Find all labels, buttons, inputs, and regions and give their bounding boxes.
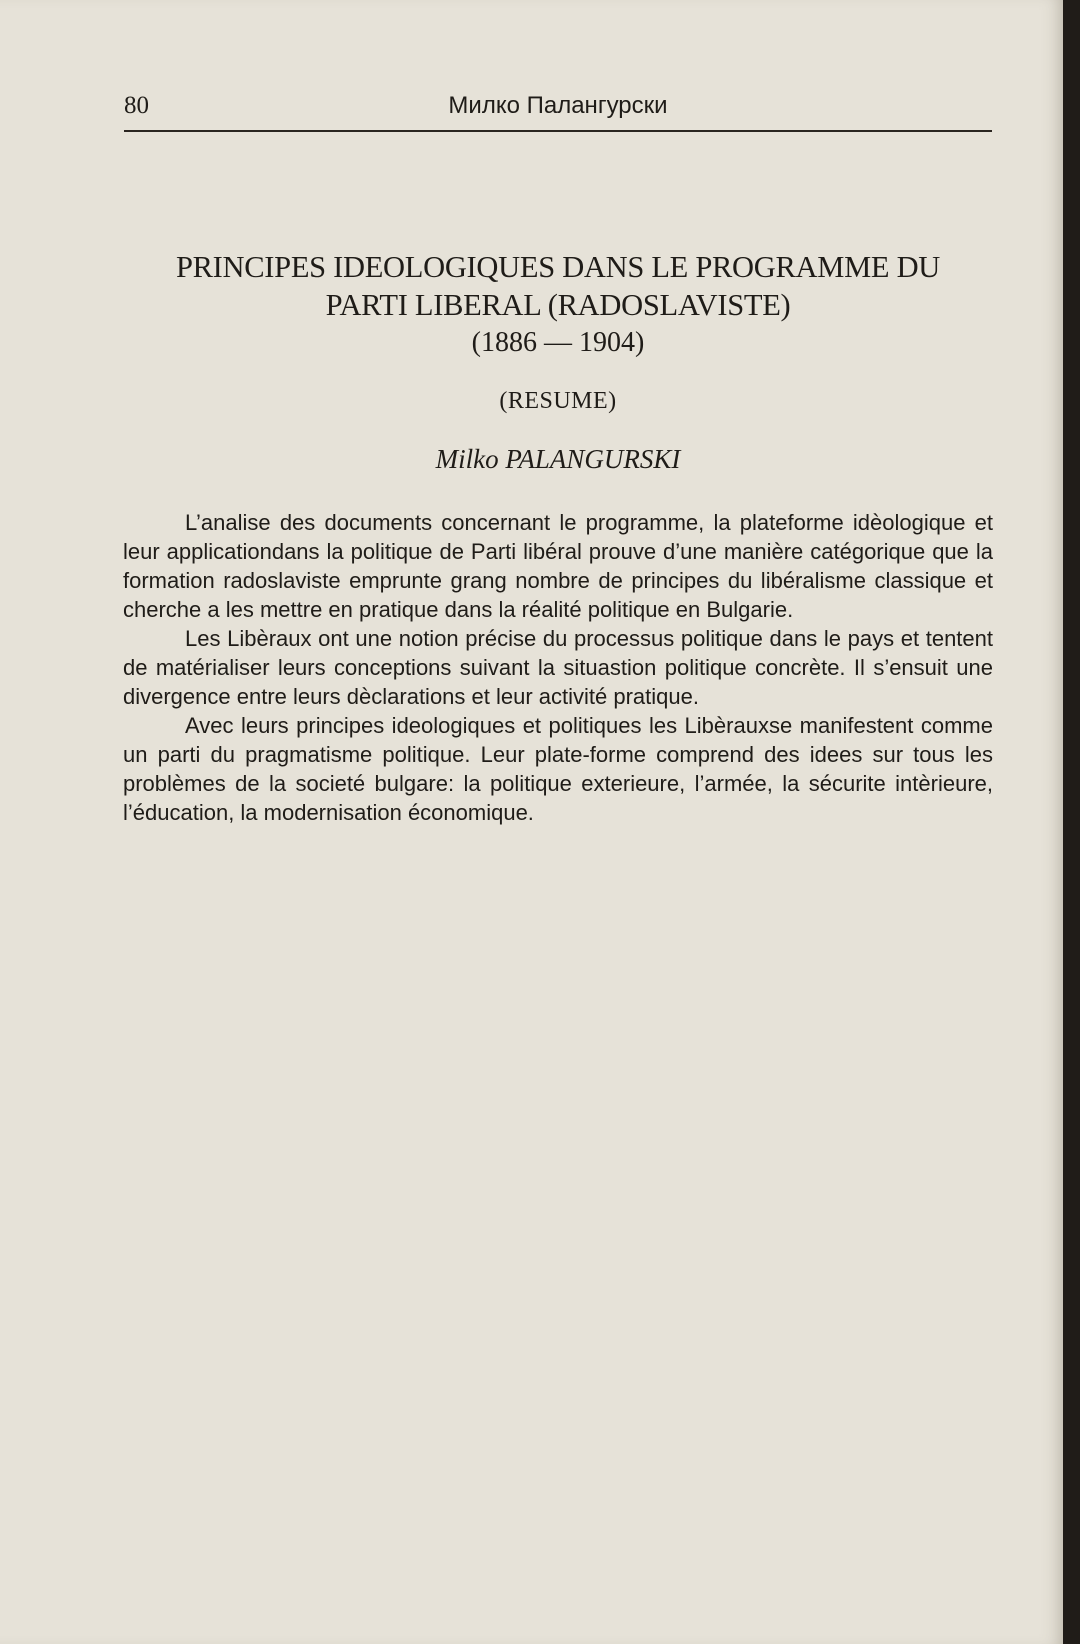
title-line-2: PARTI LIBERAL (RADOSLAVISTE) <box>325 288 791 322</box>
running-title: Милко Палангурски <box>448 92 668 119</box>
title-years: (1886 — 1904) <box>471 327 645 358</box>
body-paragraph: L’analise des documents concernant le programme, la plateforme idèologique et leur applicationdans la politique de Parti libéral prouve d’une manière catégorique que la formation radoslaviste emprunte grang nombre de principes du libéralisme classique et cherche a les mettre en pratique dans la réalité politique en Bulgarie. <box>123 510 993 622</box>
body-paragraph: Les Libèraux ont une notion précise du processus politique dans le pays et tentent de matérialiser leurs conceptions suivant la situastion politique concrète. Il s’ensuit une divergence entre leurs dèclarations et leur activité pratique. <box>123 626 993 709</box>
running-head <box>124 86 992 126</box>
title-line-1: PRINCIPES IDEOLOGIQUES DANS LE PROGRAMME DU <box>175 250 941 284</box>
body-paragraph: Avec leurs principes ideologiques et politiques les Libèrauxse manifestent comme un parti du pragmatisme politique. Leur plate-forme comprend des idees sur tous les problèmes de la societé bulgare: la politique exterieure, l’armée, la sécurite intèrieure, l’éducation, la modernisation économique. <box>123 713 993 825</box>
page-number: 80 <box>124 92 149 119</box>
resume-label: (RESUME) <box>499 388 617 414</box>
author-name: Milko PALANGURSKI <box>435 444 681 474</box>
header-rule <box>124 130 992 132</box>
article-body <box>123 508 993 827</box>
article-title <box>124 248 992 362</box>
